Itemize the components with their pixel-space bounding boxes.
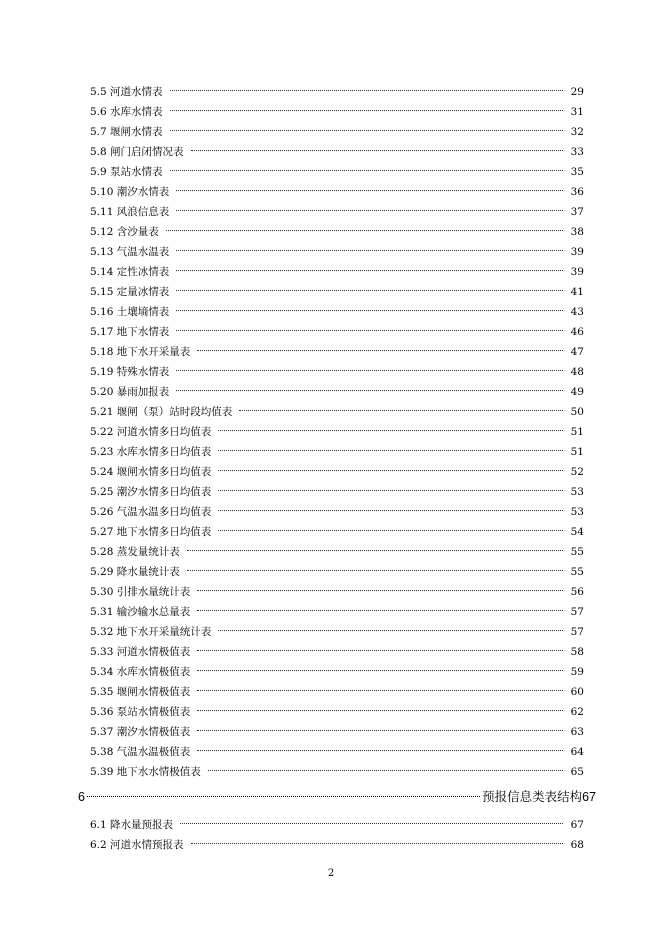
toc-entry-page: 47	[570, 346, 584, 358]
leader-dots	[176, 190, 563, 191]
leader-dots	[218, 430, 563, 431]
leader-dots	[87, 796, 480, 797]
toc-entry-page: 37	[570, 206, 584, 218]
leader-dots	[166, 230, 563, 231]
toc-entry-page: 49	[570, 386, 584, 398]
leader-dots	[218, 630, 563, 631]
toc-entry[interactable]	[90, 302, 584, 322]
toc-entry-page: 59	[570, 666, 584, 678]
toc-entry-label: 5.15 定量冰情表	[90, 286, 170, 298]
toc-entry[interactable]	[90, 222, 584, 242]
page-number: 2	[327, 868, 335, 879]
toc-entry[interactable]	[90, 722, 584, 742]
leader-dots	[197, 750, 563, 751]
toc-entry-page: 39	[570, 246, 584, 258]
leader-dots	[170, 130, 563, 131]
toc-entry-page: 39	[570, 266, 584, 278]
toc-entry-label: 5.18 地下水开采量表	[90, 346, 191, 358]
leader-dots	[197, 610, 563, 611]
toc-entry-page: 57	[570, 626, 584, 638]
toc-entry-label: 5.17 地下水情表	[90, 326, 170, 338]
toc-entry-page: 52	[570, 466, 584, 478]
toc-entry[interactable]	[90, 582, 584, 602]
toc-entry[interactable]	[90, 362, 584, 382]
toc-entry-label: 5.5 河道水情表	[90, 86, 163, 98]
toc-entry-page: 46	[570, 326, 584, 338]
toc-entry[interactable]	[90, 182, 584, 202]
toc-entry-label: 5.39 地下水水情极值表	[90, 766, 201, 778]
toc-entry[interactable]	[90, 502, 584, 522]
toc-entry-label: 5.33 河道水情极值表	[90, 646, 191, 658]
toc-entry-page: 58	[570, 646, 584, 658]
toc-entry-page: 55	[570, 546, 584, 558]
leader-dots	[197, 350, 563, 351]
toc-entry-page: 36	[570, 186, 584, 198]
toc-entry-label: 5.25 潮汐水情多日均值表	[90, 486, 212, 498]
leader-dots	[218, 530, 563, 531]
leader-dots	[197, 730, 563, 731]
toc-entry-page: 41	[570, 286, 584, 298]
toc-entry-page: 62	[570, 706, 584, 718]
toc-entry-label: 5.8 闸门启闭情况表	[90, 146, 184, 158]
toc-entry-page: 43	[570, 306, 584, 318]
leader-dots	[176, 310, 563, 311]
toc-entry[interactable]	[90, 682, 584, 702]
toc-chapter-6[interactable]	[78, 787, 596, 809]
toc-entry-label: 5.7 堰闸水情表	[90, 126, 163, 138]
toc-entry-page: 51	[570, 426, 584, 438]
leader-dots	[176, 270, 563, 271]
toc-entry-label: 5.34 水库水情极值表	[90, 666, 191, 678]
toc-entry-label: 5.20 暴雨加报表	[90, 386, 170, 398]
toc-entry[interactable]	[90, 242, 584, 262]
toc-entry[interactable]	[90, 202, 584, 222]
toc-entry[interactable]	[90, 122, 584, 142]
leader-dots	[170, 110, 563, 111]
toc-entry-label: 5.28 蒸发量统计表	[90, 546, 180, 558]
toc-entry-label: 5.35 堰闸水情极值表	[90, 686, 191, 698]
toc-entry-page: 57	[570, 606, 584, 618]
leader-dots	[187, 570, 563, 571]
toc-entry-label: 5.26 气温水温多日均值表	[90, 506, 212, 518]
toc-entry-label: 5.24 堰闸水情多日均值表	[90, 466, 212, 478]
leader-dots	[208, 770, 563, 771]
toc-entry[interactable]	[90, 835, 584, 855]
leader-dots	[170, 90, 563, 91]
toc-entry-page: 56	[570, 586, 584, 598]
toc-entry-page: 55	[570, 566, 584, 578]
toc-entry[interactable]	[90, 422, 584, 442]
toc-entry-label: 5.32 地下水开采量统计表	[90, 626, 212, 638]
toc-entry-page: 32	[570, 126, 584, 138]
toc-entry[interactable]	[90, 162, 584, 182]
toc-entry-label: 5.31 输沙输水总量表	[90, 606, 191, 618]
toc-entry-page: 60	[570, 686, 584, 698]
toc-entry-label: 5.29 降水量统计表	[90, 566, 180, 578]
toc-entry-label: 5.22 河道水情多日均值表	[90, 426, 212, 438]
toc-entry-page: 63	[570, 726, 584, 738]
toc-entry-page: 51	[570, 446, 584, 458]
leader-dots	[176, 210, 563, 211]
chapter-page: 67	[582, 790, 596, 804]
toc-entry[interactable]	[90, 522, 584, 542]
leader-dots	[218, 510, 563, 511]
toc-entry-label: 5.12 含沙量表	[90, 226, 159, 238]
chapter-number: 6	[78, 790, 85, 804]
toc-entry[interactable]	[90, 702, 584, 722]
toc-entry[interactable]	[90, 142, 584, 162]
toc-entry-page: 67	[570, 819, 584, 831]
leader-dots	[197, 670, 563, 671]
leader-dots	[218, 450, 563, 451]
toc-entry[interactable]	[90, 662, 584, 682]
toc-entry[interactable]	[90, 562, 584, 582]
toc-entry[interactable]	[90, 622, 584, 642]
toc-entry[interactable]	[90, 342, 584, 362]
toc-entry-page: 33	[570, 146, 584, 158]
toc-entry[interactable]	[90, 282, 584, 302]
toc-entry[interactable]	[90, 82, 584, 102]
toc-entry[interactable]	[90, 762, 584, 782]
leader-dots	[187, 550, 563, 551]
toc-entry-page: 38	[570, 226, 584, 238]
toc-entry[interactable]	[90, 322, 584, 342]
toc-entry-label: 5.37 潮汐水情极值表	[90, 726, 191, 738]
toc-entry[interactable]	[90, 462, 584, 482]
toc-entry-label: 5.16 土壤墒情表	[90, 306, 170, 318]
toc-entry-label: 5.13 气温水温表	[90, 246, 170, 258]
toc-entry-page: 64	[570, 746, 584, 758]
toc-entry-page: 48	[570, 366, 584, 378]
toc-entry-label: 5.30 引排水量统计表	[90, 586, 191, 598]
leader-dots	[176, 250, 563, 251]
toc-entry[interactable]	[90, 815, 584, 835]
toc-entry-page: 54	[570, 526, 584, 538]
toc-entry-page: 29	[570, 86, 584, 98]
toc-entry[interactable]	[90, 602, 584, 622]
toc-entry-label: 6.1 降水量预报表	[90, 819, 174, 831]
leader-dots	[191, 843, 563, 844]
toc-entry-page: 53	[570, 486, 584, 498]
toc-entry-page: 50	[570, 406, 584, 418]
chapter-title: 预报信息类表结构	[482, 790, 583, 804]
toc-entry[interactable]	[90, 402, 584, 422]
toc-entry-label: 5.19 特殊水情表	[90, 366, 170, 378]
toc-entry-label: 5.36 泵站水情极值表	[90, 706, 191, 718]
toc-entry[interactable]	[90, 102, 584, 122]
toc-entry-page: 35	[570, 166, 584, 178]
toc-entry-label: 5.38 气温水温极值表	[90, 746, 191, 758]
toc-entry-page: 53	[570, 506, 584, 518]
toc-entry-label: 5.23 水库水情多日均值表	[90, 446, 212, 458]
leader-dots	[239, 410, 563, 411]
toc-entry-label: 5.27 地下水情多日均值表	[90, 526, 212, 538]
toc-entry-label: 5.11 风浪信息表	[90, 206, 170, 218]
toc-entry-label: 5.14 定性冰情表	[90, 266, 170, 278]
leader-dots	[180, 823, 563, 824]
toc-entry-label: 5.9 泵站水情表	[90, 166, 163, 178]
toc-entry-page: 31	[570, 106, 584, 118]
leader-dots	[191, 150, 563, 151]
toc-entry[interactable]	[90, 262, 584, 282]
leader-dots	[218, 490, 563, 491]
leader-dots	[176, 290, 563, 291]
toc-entry-label: 5.10 潮汐水情表	[90, 186, 170, 198]
toc-list-chapter-6	[90, 815, 584, 855]
toc-entry[interactable]	[90, 382, 584, 402]
leader-dots	[176, 330, 563, 331]
leader-dots	[197, 650, 563, 651]
toc-entry[interactable]	[90, 442, 584, 462]
toc-list	[90, 82, 584, 782]
toc-entry-page: 65	[570, 766, 584, 778]
leader-dots	[197, 590, 563, 591]
toc-entry[interactable]	[90, 642, 584, 662]
toc-entry-label: 5.21 堰闸（泵）站时段均值表	[90, 406, 233, 418]
toc-entry[interactable]	[90, 542, 584, 562]
leader-dots	[218, 470, 563, 471]
toc-entry-label: 5.6 水库水情表	[90, 106, 163, 118]
leader-dots	[176, 390, 563, 391]
leader-dots	[197, 710, 563, 711]
leader-dots	[197, 690, 563, 691]
leader-dots	[170, 170, 563, 171]
toc-entry[interactable]	[90, 482, 584, 502]
toc-entry-label: 6.2 河道水情预报表	[90, 839, 184, 851]
toc-entry[interactable]	[90, 742, 584, 762]
toc-entry-page: 68	[570, 839, 584, 851]
leader-dots	[176, 370, 563, 371]
